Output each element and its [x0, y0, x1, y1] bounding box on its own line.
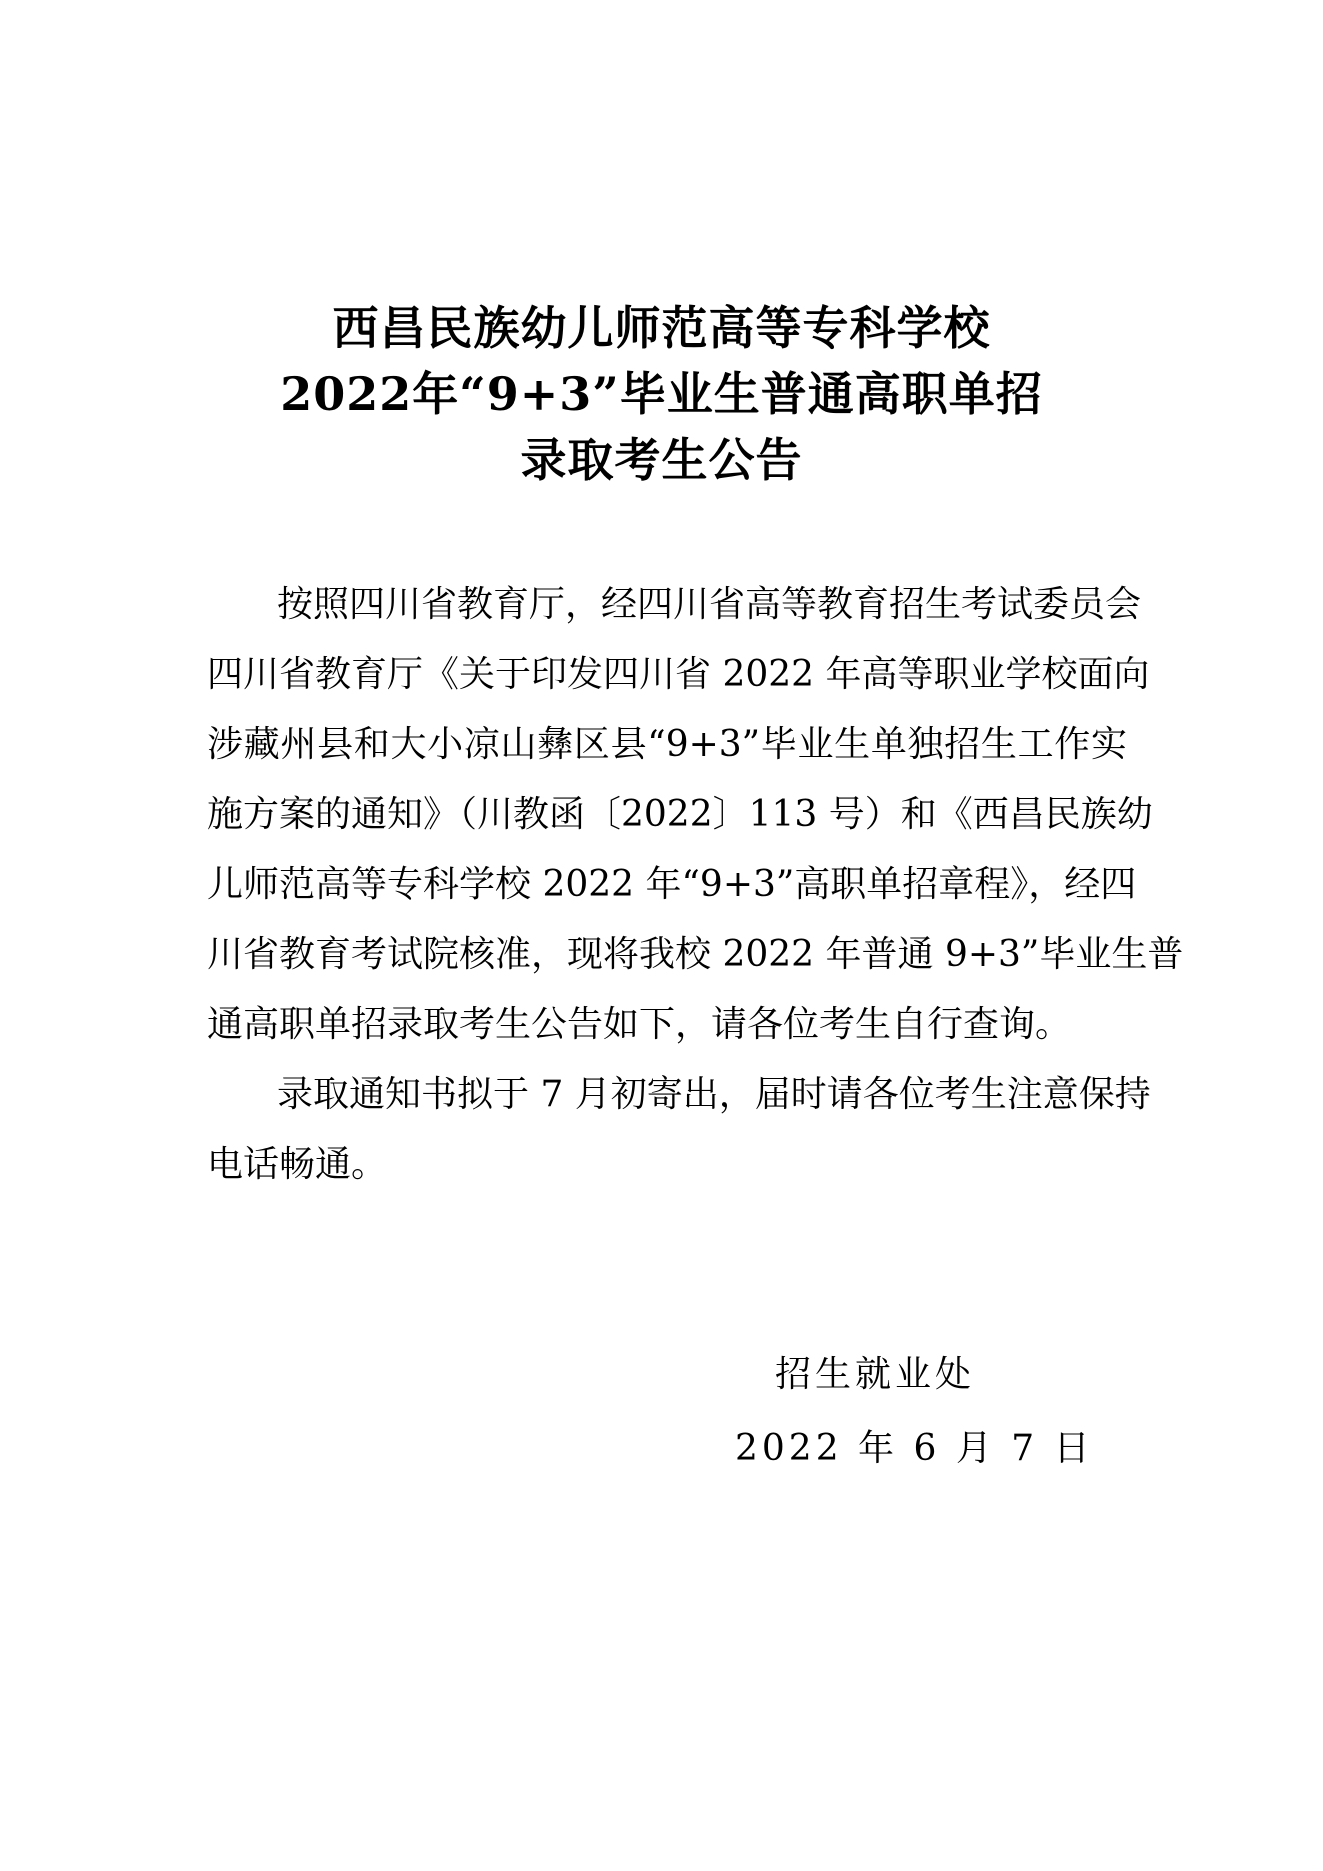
- paragraph-line: 电话畅通。: [207, 1144, 388, 1185]
- title-line-announcement: 录取考生公告: [520, 433, 803, 487]
- paragraph-line: 录取通知书拟于 7 月初寄出，届时请各位考生注意保持: [277, 1074, 1151, 1115]
- title-line-program: 2022年“9+3”毕业生普通高职单招: [280, 367, 1043, 421]
- signature-date: 2022 年 6 月 7 日: [735, 1428, 1094, 1469]
- paragraph-line: 四川省教育厅《关于印发四川省 2022 年高等职业学校面向: [207, 654, 1150, 695]
- paragraph-admission-basis: [207, 570, 1184, 1060]
- paragraph-line: 通高职单招录取考生公告如下，请各位考生自行查询。: [207, 1004, 1072, 1045]
- paragraph-line: 儿师范高等专科学校 2022 年“9+3”高职单招章程》，经四: [207, 864, 1137, 905]
- paragraph-line: 按照四川省教育厅，经四川省高等教育招生考试委员会: [277, 584, 1142, 625]
- document-body: [207, 570, 1184, 1200]
- paragraph-line: 川省教育考试院核准，现将我校 2022 年普通 9+3”毕业生普: [207, 934, 1184, 975]
- paragraph-admission-notice: [207, 1060, 1151, 1200]
- paragraph-line: 施方案的通知》（川教函〔2022〕113 号）和《西昌民族幼: [207, 794, 1153, 835]
- title-line-school: 西昌民族幼儿师范高等专科学校: [332, 301, 991, 355]
- document-title: [0, 295, 1323, 493]
- signature-organization: 招生就业处: [775, 1354, 976, 1395]
- paragraph-line: 涉藏州县和大小凉山彝区县“9+3”毕业生单独招生工作实: [207, 724, 1127, 765]
